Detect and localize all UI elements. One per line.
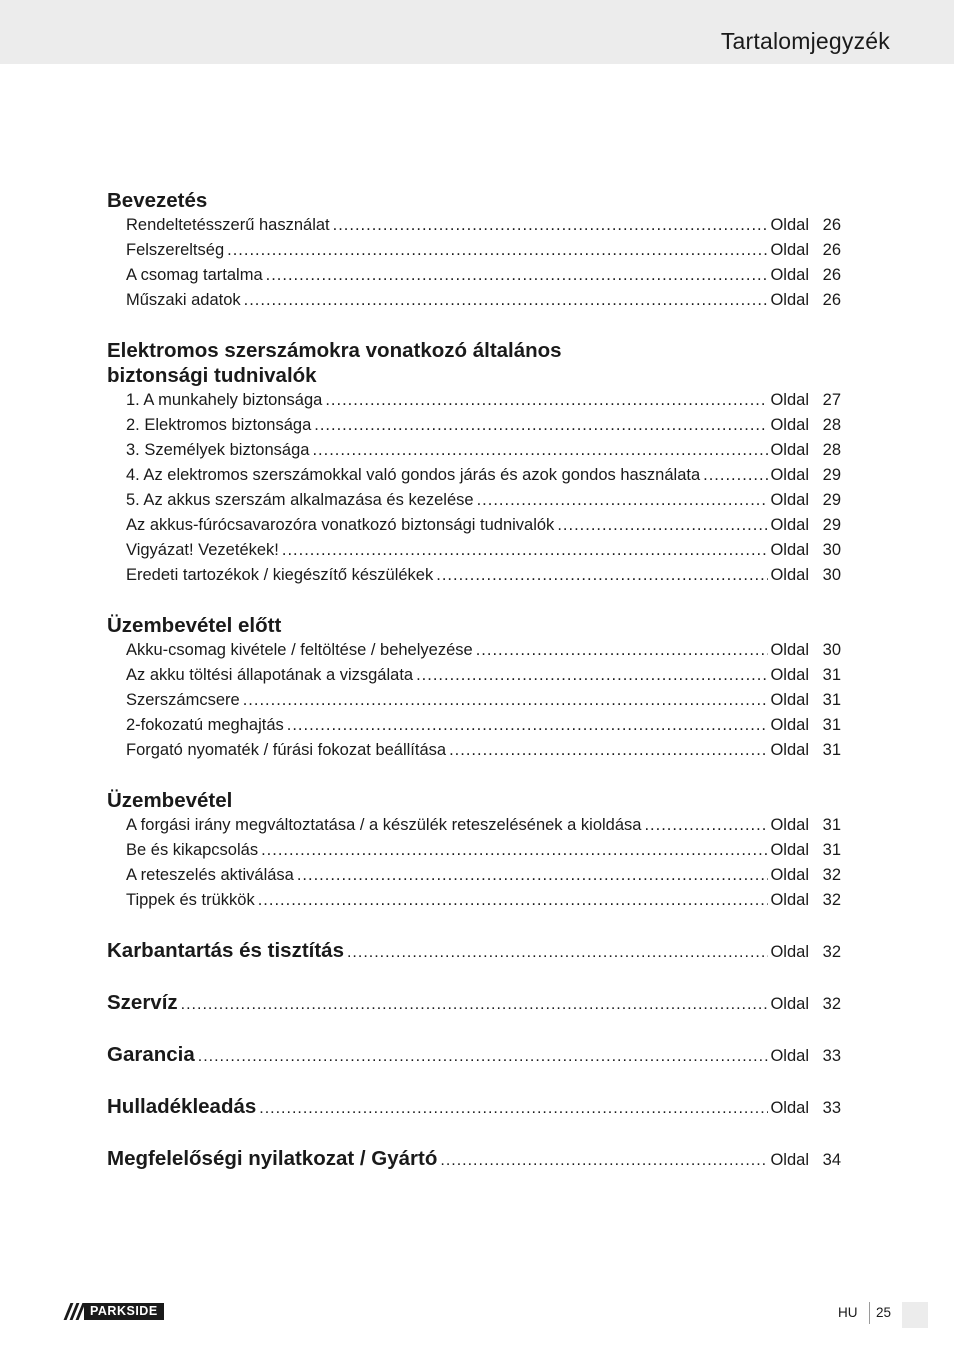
dot-leader — [347, 940, 768, 965]
toc-entry — [107, 838, 841, 863]
page-reference — [770, 888, 841, 913]
page-ref-number: 34 — [822, 1151, 841, 1169]
page-label: Oldal — [770, 741, 809, 759]
entry-title: Műszaki adatok — [126, 291, 241, 309]
page-reference — [770, 713, 841, 738]
dot-leader — [261, 838, 768, 863]
toc-main-entry — [107, 1146, 841, 1173]
page-label: Oldal — [770, 291, 809, 309]
section-spacer — [107, 1121, 841, 1146]
footer-tab — [902, 1302, 928, 1328]
page-ref-number: 32 — [822, 891, 841, 909]
entry-title: Akku-csomag kivétele / feltöltése / behelyezése — [126, 641, 473, 659]
page-reference — [770, 463, 841, 488]
section-spacer — [107, 313, 841, 338]
entry-title: 2-fokozatú meghajtás — [126, 716, 284, 734]
page-label: Oldal — [770, 216, 809, 234]
dot-leader — [416, 663, 768, 688]
page-reference — [770, 263, 841, 288]
toc-entry — [107, 738, 841, 763]
page-label: Oldal — [770, 566, 809, 584]
page-reference — [770, 1148, 841, 1173]
table-of-contents — [107, 188, 841, 1173]
section-spacer — [107, 913, 841, 938]
main-entry-title: Szervíz — [107, 991, 178, 1014]
page-label: Oldal — [770, 466, 809, 484]
page-label: Oldal — [770, 266, 809, 284]
dot-leader — [325, 388, 768, 413]
page-label: Oldal — [770, 416, 809, 434]
entry-title: 1. A munkahely biztonsága — [126, 391, 323, 409]
toc-entry — [107, 863, 841, 888]
page-ref-number: 26 — [822, 291, 841, 309]
dot-leader — [258, 888, 769, 913]
dot-leader — [449, 738, 768, 763]
page-ref-number: 31 — [822, 841, 841, 859]
section-heading: Elektromos szerszámokra vonatkozó általános — [107, 339, 562, 362]
page-label: Oldal — [770, 995, 809, 1013]
section-heading: Üzembevétel előtt — [107, 614, 282, 637]
page-number: 25 — [876, 1305, 892, 1320]
page-reference — [770, 738, 841, 763]
section-heading: Bevezetés — [107, 189, 208, 212]
entry-title: Tippek és trükkök — [126, 891, 255, 909]
page-label: Oldal — [770, 716, 809, 734]
entry-title: Szerszámcsere — [126, 691, 240, 709]
entry-title: A csomag tartalma — [126, 266, 263, 284]
brand-name: PARKSIDE — [84, 1303, 164, 1320]
toc-section — [107, 613, 841, 763]
section-spacer — [107, 763, 841, 788]
entry-list — [107, 213, 841, 313]
entry-title: Felszereltség — [126, 241, 225, 259]
entry-list — [107, 813, 841, 913]
toc-entry — [107, 263, 841, 288]
language-code: HU — [838, 1305, 858, 1320]
toc-entry — [107, 463, 841, 488]
section-spacer — [107, 588, 841, 613]
dot-leader — [312, 438, 768, 463]
footer-divider — [869, 1302, 870, 1324]
page-label: Oldal — [770, 1151, 809, 1169]
dot-leader — [243, 688, 769, 713]
page-reference — [770, 488, 841, 513]
page-label: Oldal — [770, 891, 809, 909]
toc-entry — [107, 388, 841, 413]
page-reference — [770, 513, 841, 538]
dot-leader — [259, 1096, 768, 1121]
page-reference — [770, 438, 841, 463]
brand-logo — [64, 1303, 177, 1320]
page-ref-number: 30 — [822, 641, 841, 659]
page-reference — [770, 238, 841, 263]
toc-entry — [107, 513, 841, 538]
dot-leader — [333, 213, 769, 238]
section-heading: Üzembevétel — [107, 789, 233, 812]
page-reference — [770, 563, 841, 588]
page-reference — [770, 638, 841, 663]
page-ref-number: 30 — [822, 541, 841, 559]
entry-title: Vigyázat! Vezetékek! — [126, 541, 279, 559]
dot-leader — [476, 638, 769, 663]
page-ref-number: 31 — [822, 691, 841, 709]
page-ref-number: 29 — [822, 491, 841, 509]
toc-section — [107, 788, 841, 913]
dot-leader — [440, 1148, 768, 1173]
toc-entry — [107, 563, 841, 588]
entry-title: Forgató nyomaték / fúrási fokozat beállítása — [126, 741, 447, 759]
page-label: Oldal — [770, 1047, 809, 1065]
toc-entry — [107, 813, 841, 838]
dot-leader — [181, 992, 769, 1017]
page-ref-number: 30 — [822, 566, 841, 584]
page-label: Oldal — [770, 541, 809, 559]
page-reference — [770, 538, 841, 563]
page-ref-number: 28 — [822, 416, 841, 434]
toc-entry — [107, 438, 841, 463]
dot-leader — [557, 513, 768, 538]
entry-title: Az akkus-fúrócsavarozóra vonatkozó biztonsági tudnivalók — [126, 516, 555, 534]
page-ref-number: 32 — [822, 866, 841, 884]
page-reference — [770, 838, 841, 863]
dot-leader — [198, 1044, 769, 1069]
page-ref-number: 31 — [822, 666, 841, 684]
toc-entry — [107, 713, 841, 738]
page-label: Oldal — [770, 391, 809, 409]
entry-title: A forgási irány megváltoztatása / a készülék reteszelésének a kioldása — [126, 816, 642, 834]
page-ref-number: 27 — [822, 391, 841, 409]
dot-leader — [266, 263, 769, 288]
page-reference — [770, 1044, 841, 1069]
toc-entry — [107, 413, 841, 438]
page-ref-number: 26 — [822, 266, 841, 284]
dot-leader — [703, 463, 768, 488]
page-reference — [770, 940, 841, 965]
dot-leader — [477, 488, 769, 513]
entry-title: 3. Személyek biztonsága — [126, 441, 310, 459]
toc-main-entry — [107, 990, 841, 1017]
page-reference — [770, 213, 841, 238]
page-ref-number: 32 — [822, 995, 841, 1013]
dot-leader — [297, 863, 769, 888]
dot-leader — [282, 538, 769, 563]
page-ref-number: 31 — [822, 741, 841, 759]
dot-leader — [227, 238, 768, 263]
dot-leader — [436, 563, 768, 588]
page-label: Oldal — [770, 841, 809, 859]
toc-section — [107, 188, 841, 313]
page-ref-number: 31 — [822, 716, 841, 734]
page-label: Oldal — [770, 666, 809, 684]
toc-section — [107, 338, 841, 588]
section-spacer — [107, 1069, 841, 1094]
page-ref-number: 31 — [822, 816, 841, 834]
entry-title: 2. Elektromos biztonsága — [126, 416, 312, 434]
page-reference — [770, 688, 841, 713]
toc-entry — [107, 688, 841, 713]
page-title: Tartalomjegyzék — [720, 28, 890, 54]
page-reference — [770, 388, 841, 413]
page-label: Oldal — [770, 441, 809, 459]
page-label: Oldal — [770, 691, 809, 709]
toc-entry — [107, 638, 841, 663]
logo-stripes-icon — [64, 1303, 84, 1320]
section-spacer — [107, 1017, 841, 1042]
page-reference — [770, 1096, 841, 1121]
main-entry-title: Megfelelőségi nyilatkozat / Gyártó — [107, 1147, 438, 1170]
section-spacer — [107, 965, 841, 990]
page-label: Oldal — [770, 516, 809, 534]
entry-title: Eredeti tartozékok / kiegészítő készülékek — [126, 566, 434, 584]
main-entry-title: Hulladékleadás — [107, 1095, 257, 1118]
toc-entry — [107, 288, 841, 313]
dot-leader — [244, 288, 769, 313]
entry-title: Be és kikapcsolás — [126, 841, 259, 859]
section-heading: biztonsági tudnivalók — [107, 364, 317, 387]
toc-main-entry — [107, 1094, 841, 1121]
page-ref-number: 26 — [822, 216, 841, 234]
page-reference — [770, 288, 841, 313]
toc-entry — [107, 663, 841, 688]
page-label: Oldal — [770, 943, 809, 961]
page-ref-number: 28 — [822, 441, 841, 459]
toc-entry — [107, 488, 841, 513]
toc-entry — [107, 538, 841, 563]
toc-main-entry — [107, 1042, 841, 1069]
entry-title: 4. Az elektromos szerszámokkal való gondos járás és azok gondos használata — [126, 466, 701, 484]
dot-leader — [644, 813, 768, 838]
toc-entry — [107, 238, 841, 263]
toc-entry — [107, 888, 841, 913]
main-entry-title: Karbantartás és tisztítás — [107, 939, 344, 962]
page-label: Oldal — [770, 1099, 809, 1117]
page-reference — [770, 813, 841, 838]
page-reference — [770, 992, 841, 1017]
page-reference — [770, 663, 841, 688]
dot-leader — [287, 713, 769, 738]
page-label: Oldal — [770, 241, 809, 259]
page-reference — [770, 413, 841, 438]
page-ref-number: 33 — [822, 1047, 841, 1065]
page-label: Oldal — [770, 816, 809, 834]
entry-list — [107, 388, 841, 588]
entry-title: Rendeltetésszerű használat — [126, 216, 330, 234]
page-ref-number: 32 — [822, 943, 841, 961]
entry-title: A reteszelés aktiválása — [126, 866, 294, 884]
toc-entry — [107, 213, 841, 238]
entry-title: Az akku töltési állapotának a vizsgálata — [126, 666, 414, 684]
main-entry-title: Garancia — [107, 1043, 195, 1066]
dot-leader — [314, 413, 768, 438]
page-ref-number: 26 — [822, 241, 841, 259]
entry-list — [107, 638, 841, 763]
page-label: Oldal — [770, 641, 809, 659]
toc-main-entry — [107, 938, 841, 965]
page-ref-number: 29 — [822, 516, 841, 534]
page-ref-number: 33 — [822, 1099, 841, 1117]
page-ref-number: 29 — [822, 466, 841, 484]
page-reference — [770, 863, 841, 888]
entry-title: 5. Az akkus szerszám alkalmazása és kezelése — [126, 491, 474, 509]
page-label: Oldal — [770, 491, 809, 509]
page-label: Oldal — [770, 866, 809, 884]
